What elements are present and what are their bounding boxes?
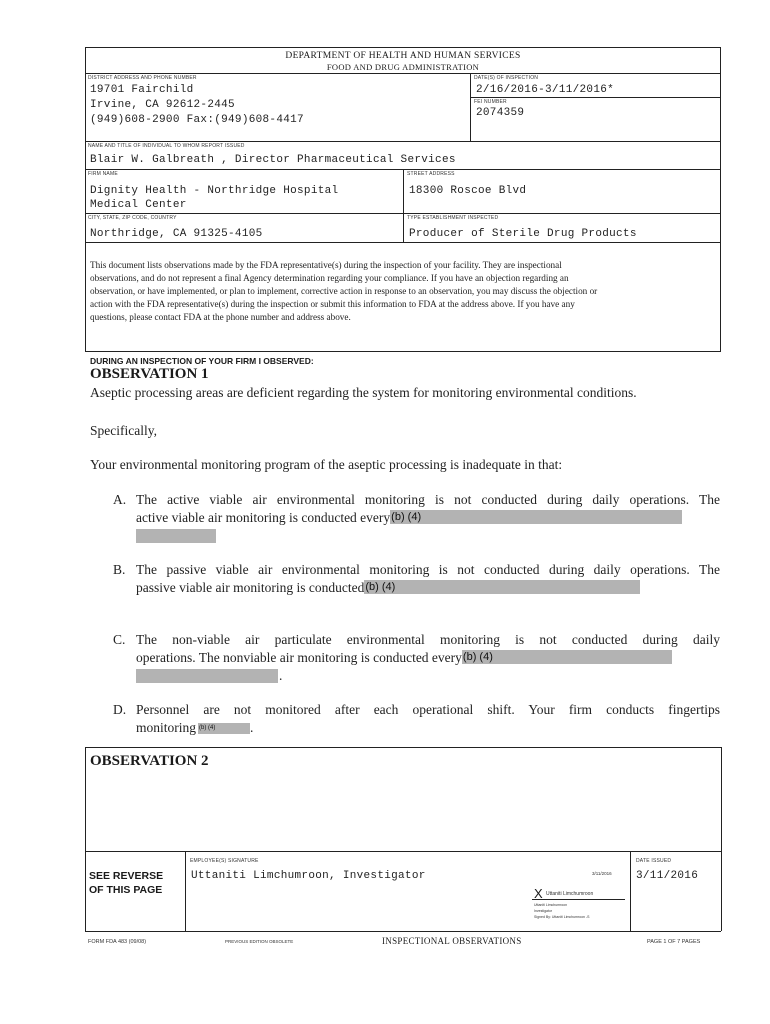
district-label: DISTRICT ADDRESS AND PHONE NUMBER: [88, 75, 197, 81]
redaction-box: (b) (4): [462, 650, 672, 664]
firm-name-line2: Medical Center: [90, 199, 187, 211]
district-line2: Irvine, CA 92612-2445: [90, 99, 235, 111]
redaction-box: [136, 669, 278, 683]
street-label: STREET ADDRESS: [407, 171, 455, 177]
item-c-line2: operations. The nonviable air monitoring is conducted every (b) (4): [136, 648, 672, 667]
district-line3: (949)608-2900 Fax:(949)608-4417: [90, 114, 304, 126]
observation-2-title: OBSERVATION 2: [90, 753, 209, 769]
fei-label: FEI NUMBER: [474, 99, 507, 105]
item-c-line1: The non-viable air particulate environmental monitoring is not conducted during daily: [136, 632, 720, 647]
date-issued: 3/11/2016: [636, 870, 699, 882]
notice-line: observations, and do not represent a final Agency determination regarding your compliance. If you have an objection regarding an: [90, 273, 569, 283]
page-number: PAGE 1 OF 7 PAGES: [647, 939, 701, 945]
recipient-name: Blair W. Galbreath , Director Pharmaceutical Services: [90, 154, 456, 166]
specifically-text: Specifically,: [90, 423, 157, 438]
form-number: FORM FDA 483 (09/08): [88, 939, 147, 945]
program-text: Your environmental monitoring program of the aseptic processing is inadequate in that:: [90, 457, 563, 472]
notice-line: This document lists observations made by the FDA representative(s) during the inspection of your facility. They are inspectional: [90, 260, 562, 270]
notice-paragraph: [90, 259, 718, 324]
date-issued-label: DATE ISSUED: [636, 858, 672, 864]
item-d-line2: monitoring (b) (4) .: [136, 720, 254, 735]
redaction-box: [136, 529, 216, 543]
see-reverse-line1: SEE REVERSE: [89, 870, 164, 882]
redaction-box: (b) (4): [390, 510, 682, 524]
item-b-line1: The passive viable air environmental monitoring is not conducted during daily operations. The: [136, 562, 720, 577]
notice-line: action with the FDA representative(s) during the inspection or submit this information to FDA at the address above. If you have any: [90, 299, 575, 309]
form-483-page: [85, 47, 721, 952]
inspection-dates: 2/16/2016-3/11/2016*: [476, 84, 615, 96]
previous-edition: PREVIOUS EDITION OBSOLETE: [225, 939, 294, 944]
department-heading: DEPARTMENT OF HEALTH AND HUMAN SERVICES: [285, 51, 521, 61]
establishment-type: Producer of Sterile Drug Products: [409, 228, 637, 240]
signature-sub3: Signed By: Uttaniti Limchumroon -S: [534, 915, 590, 919]
see-reverse-line2: OF THIS PAGE: [89, 884, 163, 896]
fei-number: 2074359: [476, 107, 525, 119]
signature-sub2: Investigator: [534, 909, 553, 913]
city-state-zip: Northridge, CA 91325-4105: [90, 228, 263, 240]
employee-signature-label: EMPLOYEE(S) SIGNATURE: [190, 858, 259, 864]
notice-line: questions, please contact FDA at the phone number and address above.: [90, 312, 351, 322]
agency-heading: FOOD AND DRUG ADMINISTRATION: [326, 62, 480, 72]
street-address: 18300 Roscoe Blvd: [409, 185, 527, 197]
district-line1: 19701 Fairchild: [90, 84, 194, 96]
item-d-line1: Personnel are not monitored after each operational shift. Your firm conducts fingertips: [136, 702, 720, 717]
city-label: CITY, STATE, ZIP CODE, COUNTRY: [88, 215, 177, 221]
item-c-period: .: [279, 668, 283, 683]
item-d-marker: D.: [113, 702, 127, 717]
notice-line: observation, or have implemented, or plan to implement, corrective action in response to an observation, you may discuss the objection or: [90, 286, 598, 296]
item-a-line1: The active viable air environmental monitoring is not conducted during daily operations. The: [136, 492, 720, 507]
signature-x: X: [534, 886, 543, 901]
redaction-box: (b) (4): [198, 723, 250, 734]
employee-name: Uttaniti Limchumroon, Investigator: [191, 870, 426, 882]
item-b-line2: passive viable air monitoring is conducted (b) (4): [136, 578, 640, 597]
item-a-marker: A.: [113, 492, 127, 507]
recipient-label: NAME AND TITLE OF INDIVIDUAL TO WHOM REPORT ISSUED: [88, 143, 245, 149]
observations-intro: DURING AN INSPECTION OF YOUR FIRM I OBSERVED:: [90, 356, 314, 366]
item-a-line2: active viable air monitoring is conducted every (b) (4): [136, 508, 682, 527]
item-b-marker: B.: [113, 562, 126, 577]
signature-date-small: 3/11/2016: [592, 871, 612, 876]
inspection-dates-label: DATE(S) OF INSPECTION: [474, 75, 539, 81]
signature-sub1: Uttaniti Limchumroon: [534, 903, 568, 907]
establishment-type-label: TYPE ESTABLISHMENT INSPECTED: [407, 215, 499, 221]
signature-name: Uttaniti Limchumroon: [546, 891, 594, 897]
observation-1-title: OBSERVATION 1: [90, 366, 209, 382]
firm-name-label: FIRM NAME: [88, 171, 118, 177]
redaction-box: (b) (4): [364, 580, 640, 594]
form-title: INSPECTIONAL OBSERVATIONS: [382, 936, 522, 946]
observation-1-text: Aseptic processing areas are deficient regarding the system for monitoring environmental conditions.: [90, 385, 637, 400]
item-c-marker: C.: [113, 632, 126, 647]
firm-name-line1: Dignity Health - Northridge Hospital: [90, 185, 339, 197]
